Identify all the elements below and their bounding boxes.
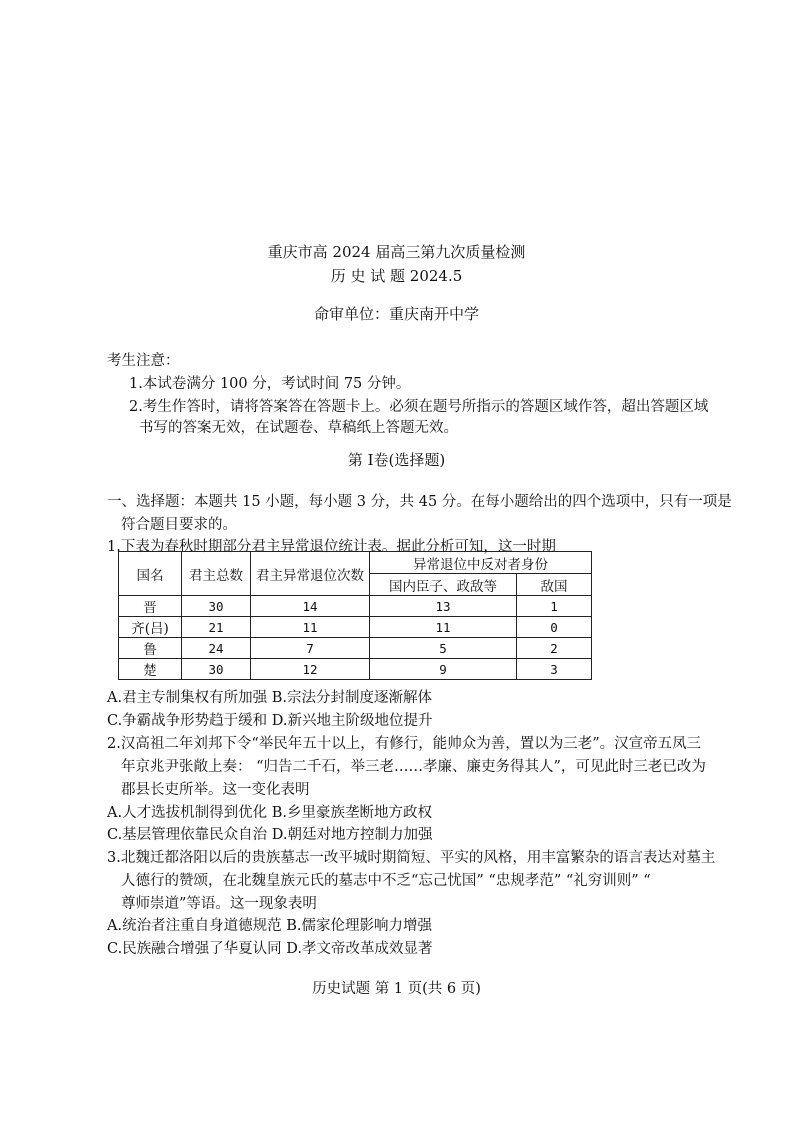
table-cell: 3 bbox=[517, 659, 592, 680]
q1-header-enemy: 敌国 bbox=[517, 574, 592, 596]
table-cell: 11 bbox=[251, 617, 370, 638]
table-row bbox=[119, 617, 592, 638]
table-cell: 13 bbox=[370, 596, 517, 617]
section-intro-line1: 一、选择题：本题共 15 小题，每小题 3 分，共 45 分。在每小题给出的四个选项中，只有一项是 bbox=[107, 494, 732, 510]
table-cell: 2 bbox=[517, 638, 592, 659]
notice-item-1: 1.本试卷满分 100 分，考试时间 75 分钟。 bbox=[129, 376, 411, 392]
exam-title: 重庆市高 2024 届高三第九次质量检测 bbox=[267, 243, 526, 261]
q1-header-domestic: 国内臣子、政敌等 bbox=[370, 574, 517, 596]
table-cell: 9 bbox=[370, 659, 517, 680]
notice-heading: 考生注意： bbox=[107, 353, 180, 369]
q1-header-abnormal: 君主异常退位次数 bbox=[251, 552, 370, 596]
table-cell: 11 bbox=[370, 617, 517, 638]
table-cell: 21 bbox=[182, 617, 251, 638]
q3-line1: 3.北魏迁都洛阳以后的贵族墓志一改平城时期简短、平实的风格，用丰富繁杂的语言表达对墓主 bbox=[107, 850, 716, 866]
table-cell: 鲁 bbox=[119, 638, 182, 659]
exam-unit: 命审单位：重庆南开中学 bbox=[313, 305, 479, 323]
table-cell: 7 bbox=[251, 638, 370, 659]
table-cell: 14 bbox=[251, 596, 370, 617]
notice-item-2-line1: 2.考生作答时，请将答案答在答题卡上。必须在题号所指示的答题区域作答，超出答题区域 bbox=[129, 399, 709, 415]
table-cell: 30 bbox=[182, 659, 251, 680]
q2-line2: 年京兆尹张敞上奏： “归告二千石，举三老……孝廉、廉吏务得其人”，可见此时三老已改为 bbox=[121, 759, 706, 775]
table-cell: 晋 bbox=[119, 596, 182, 617]
q3-line3: 尊师崇道”等语。这一现象表明 bbox=[121, 896, 317, 912]
section-title: 第 Ⅰ卷(选择题) bbox=[347, 451, 446, 469]
q1-options-cd: C.争霸战争形势趋于缓和 D.新兴地主阶级地位提升 bbox=[107, 713, 433, 729]
table-cell: 24 bbox=[182, 638, 251, 659]
table-cell: 0 bbox=[517, 617, 592, 638]
q1-table bbox=[118, 551, 592, 680]
q2-line3: 郡县长吏所举。这一变化表明 bbox=[121, 782, 310, 798]
section-intro-line2: 符合题目要求的。 bbox=[121, 517, 237, 533]
q3-line2: 人德行的赞颂，在北魏皇族元氏的墓志中不乏“忘己忧国” “忠规孝范” “礼穷训则” “ bbox=[121, 873, 651, 889]
notice-item-2-line2: 书写的答案无效，在试题卷、草稿纸上答题无效。 bbox=[139, 420, 458, 436]
table-cell: 楚 bbox=[119, 659, 182, 680]
page-footer: 历史试题 第 1 页(共 6 页) bbox=[312, 981, 481, 997]
table-row bbox=[119, 659, 592, 680]
q3-options-ab: A.统治者注重自身道德规范 B.儒家伦理影响力增强 bbox=[107, 918, 432, 934]
q1-header-total: 君主总数 bbox=[182, 552, 251, 596]
table-cell: 5 bbox=[370, 638, 517, 659]
table-cell: 齐(吕) bbox=[119, 617, 182, 638]
q2-line1: 2.汉高祖二年刘邦下令“举民年五十以上，有修行，能帅众为善，置以为三老”。汉宣帝五凤三 bbox=[107, 736, 702, 752]
table-cell: 12 bbox=[251, 659, 370, 680]
exam-subtitle: 历 史 试 题 2024.5 bbox=[330, 267, 463, 285]
q1-options-ab: A.君主专制集权有所加强 B.宗法分封制度逐渐解体 bbox=[107, 690, 432, 706]
table-cell: 30 bbox=[182, 596, 251, 617]
q2-options-ab: A.人才选拔机制得到优化 B.乡里豪族垄断地方政权 bbox=[107, 805, 432, 821]
q2-options-cd: C.基层管理依靠民众自治 D.朝廷对地方控制力加强 bbox=[107, 827, 433, 843]
table-cell: 1 bbox=[517, 596, 592, 617]
table-row bbox=[119, 638, 592, 659]
table-row bbox=[119, 596, 592, 617]
q1-stem: 1.下表为春秋时期部分君主异常退位统计表。据此分析可知，这一时期 bbox=[107, 539, 556, 555]
q1-header-country: 国名 bbox=[119, 552, 182, 596]
q3-options-cd: C.民族融合增强了华夏认同 D.孝文帝改革成效显著 bbox=[107, 941, 433, 957]
q1-header-opponent: 异常退位中反对者身份 bbox=[370, 552, 592, 574]
